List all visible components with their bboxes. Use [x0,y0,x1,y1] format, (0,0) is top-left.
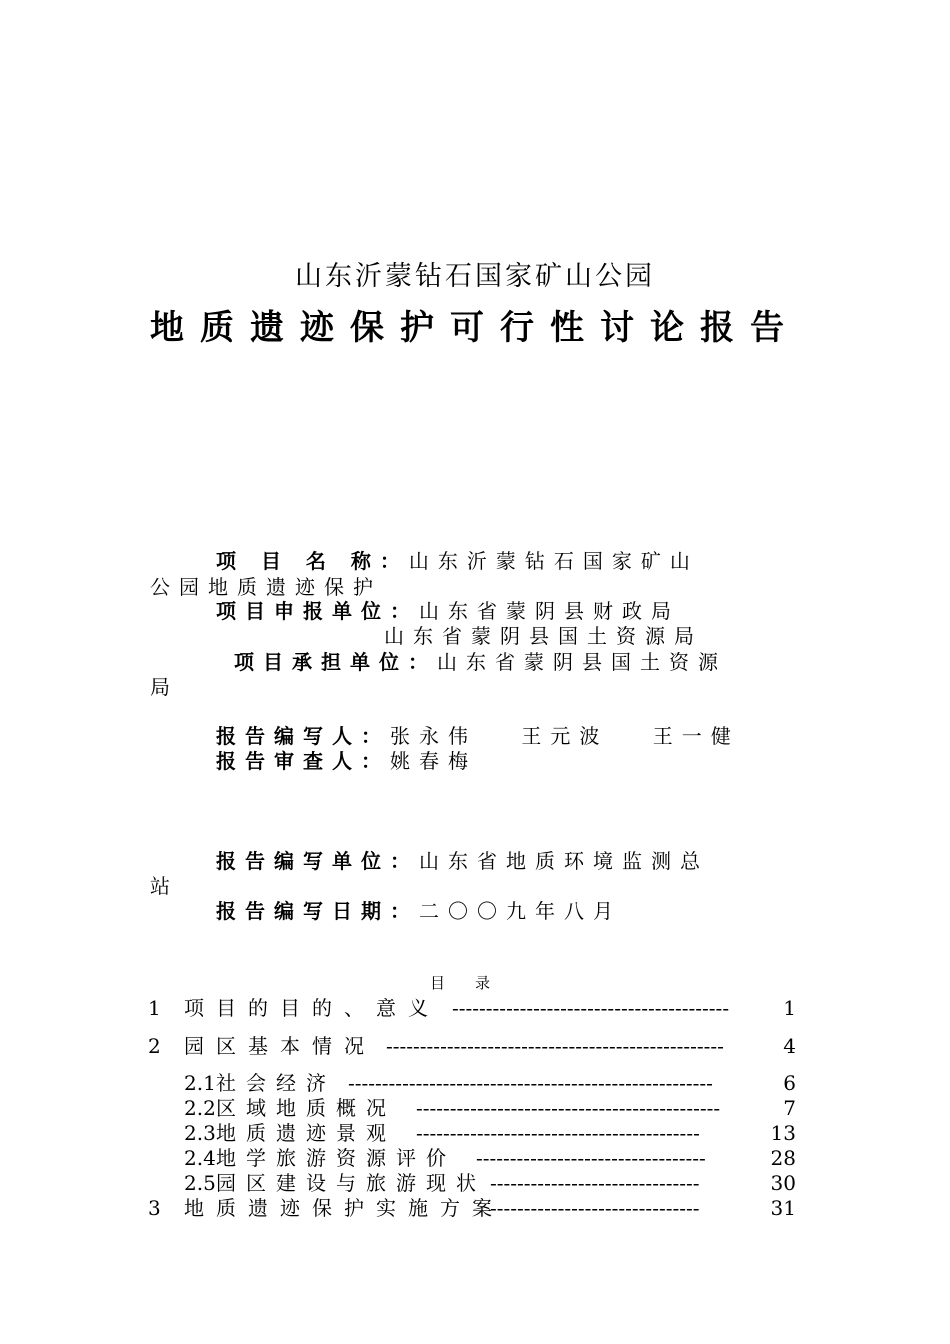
writers-label: 报告编写人： [216,724,390,748]
toc-item-leader: ------------------------------- [490,1196,700,1220]
applicant-value-2: 山东省蒙阴县国土资源局 [384,624,703,648]
reviewer-row [216,748,477,774]
document-title-line1: 山东沂蒙钻石国家矿山公园 [295,261,655,292]
toc-item[interactable] [148,1196,796,1220]
toc-item-leader: ------------------------------------------------------ [348,1071,713,1095]
toc-item-page: 30 [770,1171,796,1195]
toc-item-leader: -------------------------------------------------- [386,1034,724,1058]
unit-value-cont: 站 [150,874,179,898]
toc-item-leader: ---------------------------------- [476,1146,706,1170]
toc-item-number: 2.4 [184,1146,216,1170]
toc-item-number: 2.5 [184,1171,216,1195]
toc-item[interactable] [148,1146,796,1170]
toc-item-leader: ------------------------------------------ [416,1121,700,1145]
date-label: 报告编写日期： [216,899,419,923]
applicant-label: 项目申报单位： [216,599,419,623]
toc-item-leader: --------------------------------------------- [416,1096,721,1120]
toc-item[interactable] [148,1121,796,1145]
document-title-line2: 地质遗迹保护可行性讨论报告 [150,308,800,348]
toc-item[interactable] [148,1096,796,1120]
toc-item-number: 2.2 [184,1096,216,1120]
toc-item-number: 2 [148,1034,161,1058]
writers-row [216,723,740,749]
project-name-value: 山东沂蒙钻石国家矿山 [408,549,699,573]
toc-item-page: 6 [783,1071,796,1095]
toc-item-page: 4 [783,1034,796,1058]
toc-item-page: 7 [783,1096,796,1120]
reviewer-value: 姚春梅 [390,749,477,773]
writers-value: 张永伟 王元波 王一健 [390,724,740,748]
undertaker-row [234,649,727,675]
toc-item-text: 区域地质概况 [216,1096,396,1120]
date-row [216,898,622,924]
unit-label: 报告编写单位： [216,849,419,873]
date-value: 二〇〇九年八月 [419,899,622,923]
toc-item-number: 2.1 [184,1071,216,1095]
toc-item-leader: ------------------------------- [490,1171,700,1195]
undertaker-value: 山东省蒙阴县国土资源 [437,650,727,674]
toc-item-page: 31 [770,1196,796,1220]
toc-item-number: 2.3 [184,1121,216,1145]
toc-item-text: 园区基本情况 [184,1034,376,1058]
toc-item-text: 地学旅游资源评价 [216,1146,456,1170]
toc-item-page: 1 [783,996,796,1020]
applicant-value-1: 山东省蒙阴县财政局 [419,599,680,623]
unit-row [216,848,709,874]
project-name-value-cont: 公园地质遗迹保护 [150,575,382,599]
toc-item-leader: ----------------------------------------- [452,996,730,1020]
undertaker-label: 项目承担单位： [234,650,437,674]
project-name-row [216,548,699,574]
applicant-row [216,598,680,624]
toc-heading: 目录 [429,974,520,992]
toc-item-number: 1 [148,996,161,1020]
toc-item-text: 地质遗迹保护实施方案 [184,1196,504,1220]
toc-item-page: 13 [770,1121,796,1145]
undertaker-value-cont: 局 [150,675,179,699]
toc-item-text: 项目的目的、意义 [184,996,440,1020]
toc-item-text: 园区建设与旅游现状 [216,1171,486,1195]
toc-item[interactable] [148,1071,796,1095]
toc-item[interactable] [148,1034,796,1058]
toc-item-page: 28 [770,1146,796,1170]
toc-item-text: 地质遗迹景观 [216,1121,396,1145]
reviewer-label: 报告审查人： [216,749,390,773]
toc-item-text: 社会经济 [216,1071,336,1095]
toc-item[interactable] [148,996,796,1020]
toc-item-number: 3 [148,1196,161,1220]
project-name-label: 项 目 名 称： [216,549,409,573]
toc-item[interactable] [148,1171,796,1195]
unit-value: 山东省地质环境监测总 [419,849,709,873]
